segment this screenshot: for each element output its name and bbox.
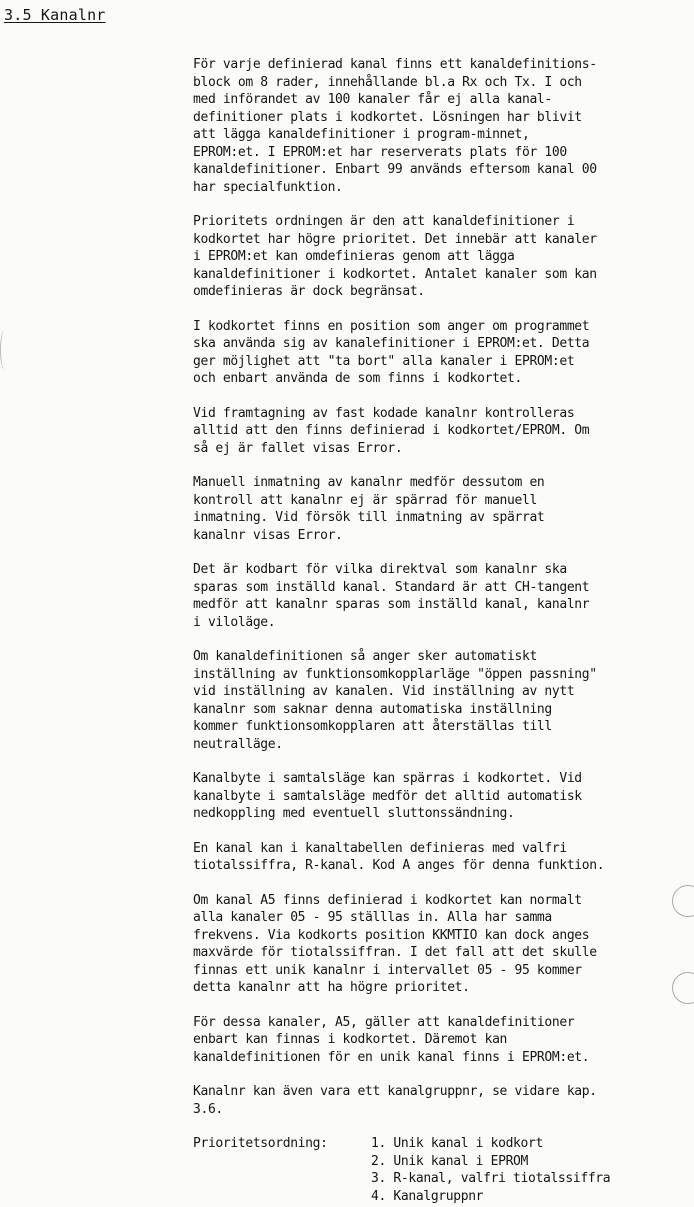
paragraph-prioritetsordningen: Prioritets ordningen är den att kanaldefinitioner i kodkortet har högre prioritet. Det innebär att kanaler i EPROM:et kan omdefinieras genom att lägga kanaldefinitioner i kodkortet. Antalet kanaler som kan omdefinieras är dock begränsat. <box>193 214 597 299</box>
paragraph-a5-kanaler: För dessa kanaler, A5, gäller att kanaldefinitioner enbart kan finnas i kodkortet. Däremot kan kanaldefinitionen för en unik kanal finns i EPROM:et. <box>193 1014 590 1065</box>
paragraph-kanaldefinitionsblock: För varje definierad kanal finns ett kanaldefinitions- block om 8 rader, innehållande bl.a Rx och Tx. I och med införandet av 100 kanaler får ej alla kanal- definitioner plats i kodkortet. Lösningen har blivit att lägga kanaldefinitioner i program-minnet, EPROM:et. I EPROM:et har reserverats plats för 100 kanaldefinitioner. Enbart 99 används eftersom kanal 00 har specialfunktion. <box>193 57 597 195</box>
binder-hole-icon <box>672 972 694 1004</box>
priority-item: 4. Kanalgruppnr <box>371 1188 484 1204</box>
paragraph-kodkort-position: I kodkortet finns en position som anger om programmet ska använda sig av kanalefinitioner i EPROM:et. Detta ger möjlighet att "ta bort" alla kanaler i EPROM:et och enbart använda de som finns i kodkortet. <box>193 318 590 386</box>
priority-item: 3. R-kanal, valfri tiotalssiffra <box>371 1171 611 1186</box>
paragraph-fast-kodade-kanalnr: Vid framtagning av fast kodade kanalnr kontrolleras alltid att den finns definierad i kodkortet/EPROM. Om så ej är fallet visas Error. <box>193 405 590 456</box>
body-text <box>193 56 663 1205</box>
priority-label: Prioritetsordning: <box>193 1136 328 1151</box>
paragraph-oppen-passning: Om kanaldefinitionen så anger sker automatiskt inställning av funktionsomkopplarläge "öppen passning" vid inställning av kanalen. Vid inställning av nytt kanalnr som saknar denna automatiska inställning kommer funktionsomkopplaren att återställas till neutralläge. <box>193 649 597 752</box>
paragraph-kanalbyte: Kanalbyte i samtalsläge kan spärras i kodkortet. Vid kanalbyte i samtalsläge medför det alltid automatisk nedkoppling med eventuell sluttonssändning. <box>193 771 582 821</box>
paragraph-kanal-a5: Om kanal A5 finns definierad i kodkortet kan normalt alla kanaler 05 - 95 ställlas in. Alla har samma frekvens. Via kodkorts position KKMTIO kan dock anges maxvärde för tiotalssiffran. I det fall att det skulle finnas ett unik kanalnr i intervallet 05 - 95 kommer detta kanalnr att ha högre prioritet. <box>193 892 597 995</box>
priority-list <box>371 1135 610 1205</box>
paragraph-manuell-inmatning: Manuell inmatning av kanalnr medför dessutom en kontroll att kanalnr ej är spärrad för manuell inmatning. Vid försök till inmatning av spärrat kanalnr visas Error. <box>193 475 545 543</box>
paragraph-direktval: Det är kodbart för vilka direktval som kanalnr ska sparas som inställd kanal. Standard är att CH-tangent medför att kanalnr sparas som inställd kanal, kanalnr i viloläge. <box>193 562 590 630</box>
binder-hole-icon <box>672 885 694 917</box>
margin-mark-icon <box>0 330 9 370</box>
paragraph-kanalgruppnr: Kanalnr kan även vara ett kanalgruppnr, se vidare kap. 3.6. <box>193 1084 597 1117</box>
priority-item: 1. Unik kanal i kodkort <box>371 1136 543 1151</box>
priority-item: 2. Unik kanal i EPROM <box>371 1153 529 1169</box>
priority-section <box>193 1135 663 1205</box>
paragraph-r-kanal: En kanal kan i kanaltabellen definieras med valfri tiotalssiffra, R-kanal. Kod A anges för denna funktion. <box>193 840 605 873</box>
section-heading: 3.5 Kanalnr <box>4 6 106 24</box>
